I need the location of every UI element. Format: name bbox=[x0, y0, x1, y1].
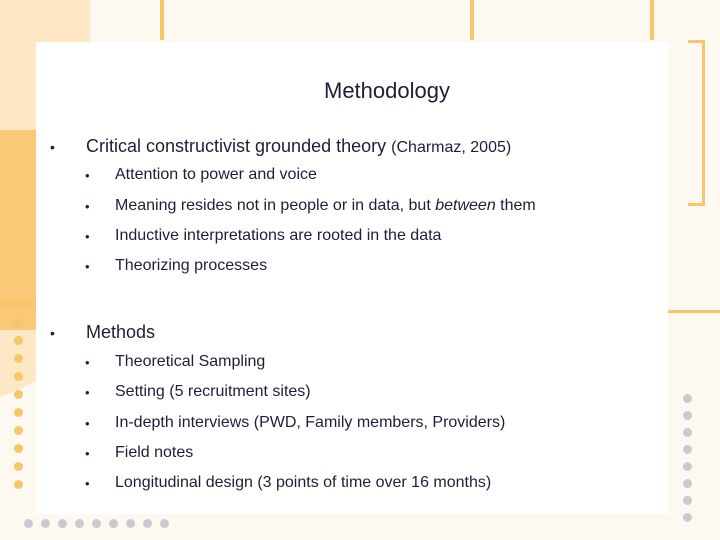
decorative-dot bbox=[14, 354, 23, 363]
list-item bbox=[85, 353, 266, 371]
section-heading-text: Critical constructivist grounded theory bbox=[86, 136, 387, 156]
decorative-dot bbox=[683, 513, 692, 522]
list-item bbox=[85, 474, 492, 492]
decorative-dot bbox=[58, 519, 67, 528]
background-line bbox=[160, 0, 164, 40]
bullet-icon: • bbox=[85, 229, 90, 244]
decorative-dot bbox=[683, 496, 692, 505]
decorative-dot bbox=[14, 318, 23, 327]
decorative-dot bbox=[683, 428, 692, 437]
list-item bbox=[85, 444, 194, 462]
bullet-icon: • bbox=[85, 446, 90, 461]
decorative-dot bbox=[683, 394, 692, 403]
bullet-icon: • bbox=[85, 168, 90, 183]
decorative-dot bbox=[683, 445, 692, 454]
list-item bbox=[85, 383, 311, 401]
bullet-icon: • bbox=[85, 476, 90, 491]
section-heading bbox=[50, 136, 512, 157]
bullet-icon: • bbox=[85, 259, 90, 274]
list-item-text: Meaning resides not in people or in data, but bbox=[115, 197, 436, 214]
decorative-dot bbox=[24, 519, 33, 528]
decorative-dot bbox=[14, 462, 23, 471]
slide-content bbox=[36, 42, 668, 514]
list-item bbox=[85, 257, 268, 275]
bullet-icon: • bbox=[50, 139, 55, 155]
list-item-text: Field notes bbox=[115, 444, 194, 461]
decorative-dot bbox=[14, 480, 23, 489]
list-item-text: Theorizing processes bbox=[115, 257, 268, 274]
bullet-icon: • bbox=[85, 199, 90, 214]
list-item bbox=[85, 227, 442, 245]
list-item-text: Theoretical Sampling bbox=[115, 353, 266, 370]
list-item bbox=[85, 166, 317, 184]
bullet-icon: • bbox=[85, 416, 90, 431]
list-item-text: them bbox=[495, 197, 536, 214]
decorative-dot bbox=[14, 426, 23, 435]
slide-title: Methodology bbox=[324, 78, 450, 103]
decorative-dot bbox=[41, 519, 50, 528]
background-line bbox=[0, 300, 40, 306]
background-line bbox=[470, 0, 474, 40]
decorative-dot bbox=[92, 519, 101, 528]
emphasis-text: between bbox=[435, 197, 496, 214]
list-item-text: Setting (5 recruitment sites) bbox=[115, 383, 311, 400]
decorative-dot bbox=[683, 411, 692, 420]
citation: (Charmaz, 2005) bbox=[391, 139, 512, 156]
list-item bbox=[85, 197, 536, 215]
list-item-text: Attention to power and voice bbox=[115, 166, 317, 183]
list-item bbox=[85, 414, 506, 432]
bullet-icon: • bbox=[85, 385, 90, 400]
section-heading bbox=[50, 322, 156, 343]
background-bracket bbox=[688, 40, 705, 206]
background-line bbox=[650, 0, 654, 40]
decorative-dot bbox=[75, 519, 84, 528]
decorative-dot bbox=[14, 444, 23, 453]
decorative-dot bbox=[14, 390, 23, 399]
decorative-dot bbox=[14, 372, 23, 381]
decorative-dot bbox=[683, 462, 692, 471]
bullet-icon: • bbox=[85, 355, 90, 370]
bullet-icon: • bbox=[50, 325, 55, 341]
decorative-dot bbox=[683, 479, 692, 488]
decorative-dot bbox=[14, 336, 23, 345]
list-item-text: Inductive interpretations are rooted in the data bbox=[115, 227, 442, 244]
decorative-dot bbox=[14, 408, 23, 417]
decorative-dot bbox=[160, 519, 169, 528]
decorative-dot bbox=[126, 519, 135, 528]
list-item-text: Longitudinal design (3 points of time over 16 months) bbox=[115, 474, 492, 491]
list-item-text: In-depth interviews (PWD, Family members, Providers) bbox=[115, 414, 506, 431]
section-heading-text: Methods bbox=[86, 322, 156, 342]
decorative-dot bbox=[109, 519, 118, 528]
decorative-dot bbox=[143, 519, 152, 528]
